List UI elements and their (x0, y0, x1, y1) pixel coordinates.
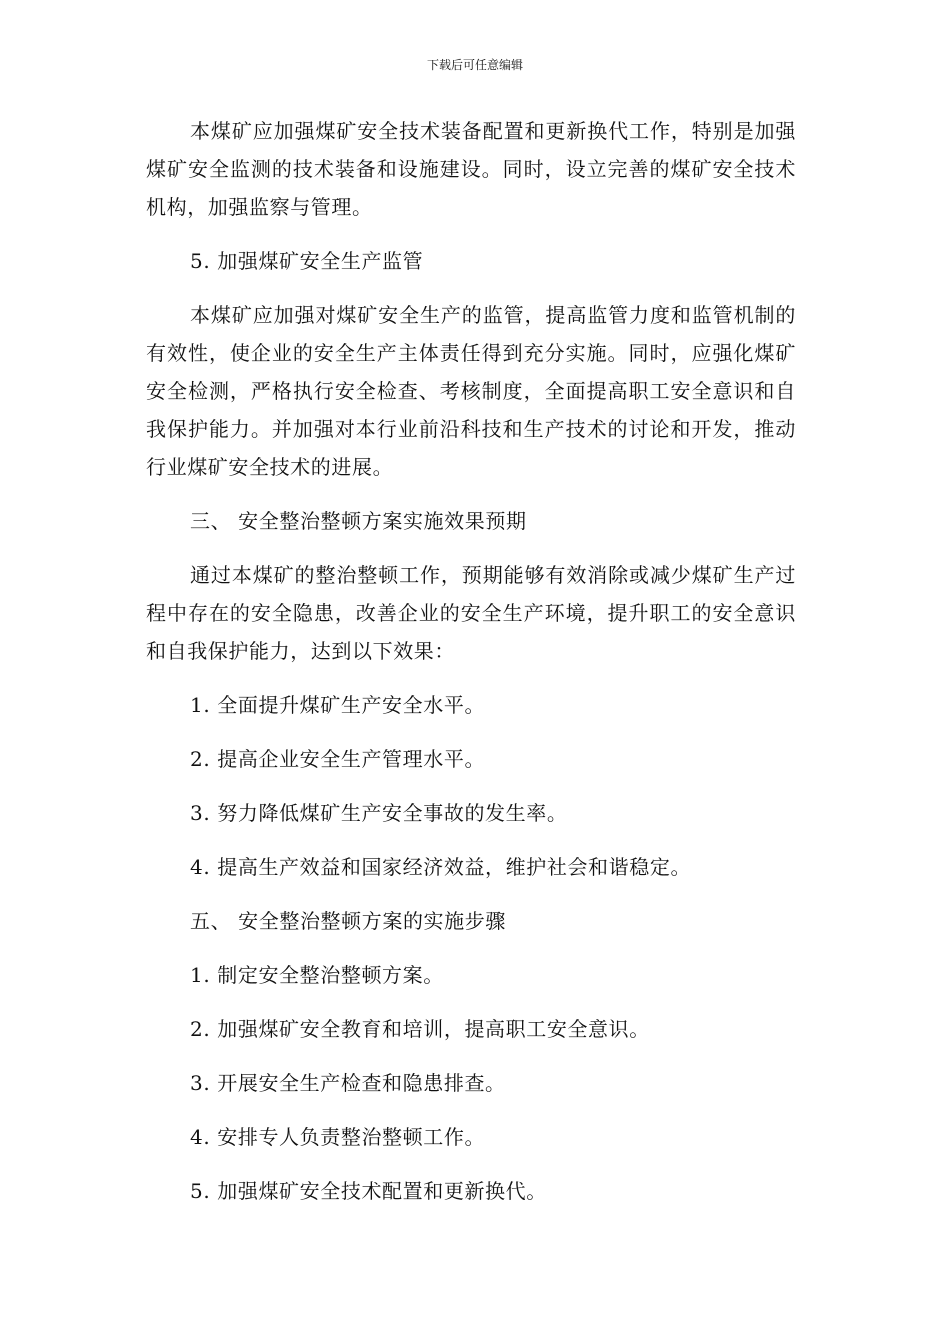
paragraph-expected-effects: 通过本煤矿的整治整顿工作，预期能够有效消除或减少煤矿生产过程中存在的安全隐患，改善企业的安全生产环境，提升职工的安全意识和自我保护能力，达到以下效果： (146, 563, 796, 663)
list-item-effect-3: 3. 努力降低煤矿生产安全事故的发生率。 (190, 801, 568, 825)
list-item-step-3: 3. 开展安全生产检查和隐患排查。 (190, 1071, 506, 1095)
heading-5-supervision: 5. 加强煤矿安全生产监管 (190, 249, 424, 273)
list-item-effect-1: 1. 全面提升煤矿生产安全水平。 (190, 693, 486, 717)
paragraph-supervision: 本煤矿应加强对煤矿安全生产的监管，提高监管力度和监管机制的有效性，使企业的安全生产主体责任得到充分实施。同时，应强化煤矿安全检测，严格执行安全检查、考核制度，全面提高职工安全意识和自我保护能力。并加强对本行业前沿科技和生产技术的讨论和开发，推动行业煤矿安全技术的进展。 (146, 303, 796, 479)
list-item-step-2: 2. 加强煤矿安全教育和培训，提高职工安全意识。 (190, 1017, 650, 1041)
section-heading-5: 五、 安全整治整顿方案的实施步骤 (190, 909, 506, 933)
paragraph-equipment: 本煤矿应加强煤矿安全技术装备配置和更新换代工作，特别是加强煤矿安全监测的技术装备和设施建设。同时，设立完善的煤矿安全技术机构，加强监察与管理。 (146, 119, 796, 219)
page-header: 下载后可任意编辑 (426, 58, 523, 72)
section-heading-3: 三、 安全整治整顿方案实施效果预期 (190, 509, 527, 533)
list-item-step-1: 1. 制定安全整治整顿方案。 (190, 963, 444, 987)
document-body (146, 112, 796, 1210)
list-item-step-5: 5. 加强煤矿安全技术配置和更新换代。 (190, 1179, 547, 1203)
list-item-effect-2: 2. 提高企业安全生产管理水平。 (190, 747, 486, 771)
list-item-step-4: 4. 安排专人负责整治整顿工作。 (190, 1125, 486, 1149)
list-item-effect-4: 4. 提高生产效益和国家经济效益，维护社会和谐稳定。 (190, 855, 692, 879)
